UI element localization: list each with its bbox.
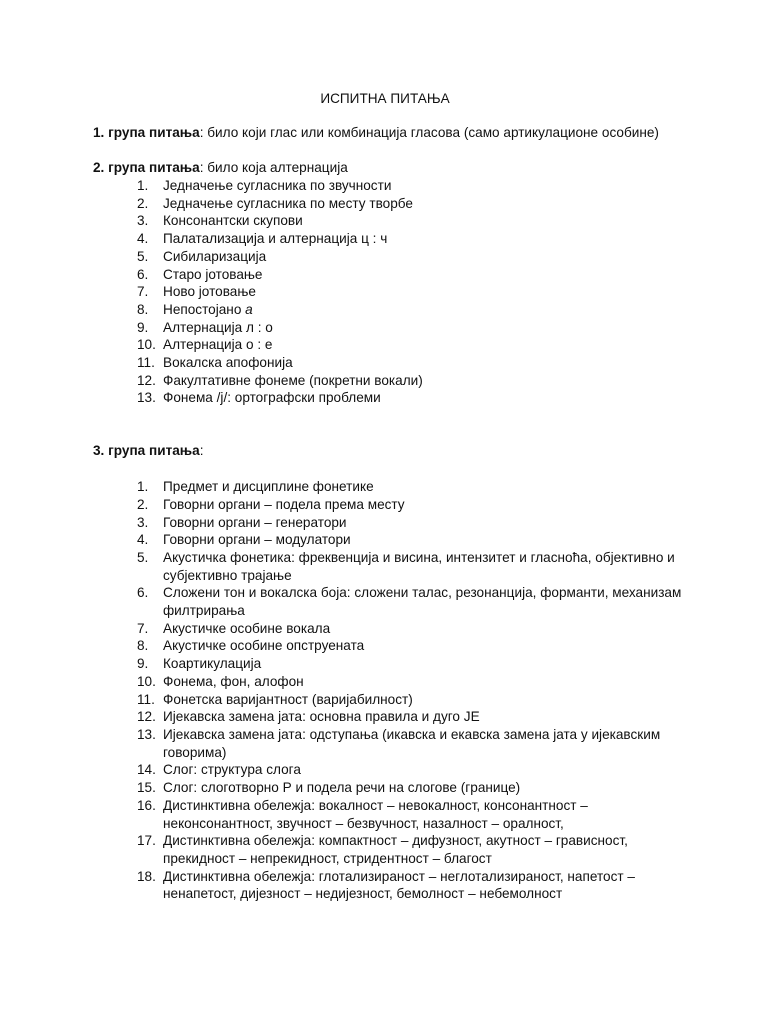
group-2-heading — [93, 159, 693, 177]
question-text: Сибиларизација — [163, 248, 267, 264]
question-text: Фонетска варијантност (варијабилност) — [163, 691, 413, 707]
question-item — [93, 336, 693, 354]
question-number: 7. — [137, 284, 149, 300]
question-text: Фонема, фон, алофон — [163, 673, 304, 689]
question-text: Сложени тон и вокалска боја: сложени талас, резонанција, форманти, механизам филтрирања — [163, 585, 682, 619]
question-item — [93, 691, 693, 709]
question-number: 15. — [137, 780, 156, 796]
question-number: 18. — [137, 868, 156, 884]
group-3-heading — [93, 442, 693, 460]
question-number: 11. — [137, 691, 155, 707]
question-item — [93, 212, 693, 230]
question-item — [93, 389, 693, 407]
question-item — [93, 478, 693, 496]
question-item — [93, 514, 693, 532]
question-item — [93, 761, 693, 779]
question-number: 11. — [137, 355, 155, 371]
question-text: Ново јотовање — [163, 284, 256, 300]
question-number: 10. — [137, 673, 156, 689]
question-text: Ијекавска замена јата: основна правила и дуго ЈЕ — [163, 709, 480, 725]
question-text: Вокалска апофонија — [163, 355, 293, 371]
question-item — [93, 549, 693, 584]
question-text: Старо јотовање — [163, 266, 263, 282]
question-text: Говорни органи – подела према месту — [163, 496, 405, 512]
question-item — [93, 637, 693, 655]
question-item — [93, 248, 693, 266]
document-title: ИСПИТНА ПИТАЊА — [320, 91, 450, 106]
question-number: 4. — [137, 231, 149, 247]
group-3-question-list — [93, 478, 693, 903]
group-3-label: 3. група питања — [93, 443, 200, 459]
question-number: 3. — [137, 213, 149, 229]
group-2-label: 2. група питања — [93, 160, 200, 175]
question-item — [93, 266, 693, 284]
question-item — [93, 177, 693, 195]
group-2-text: : било која алтернација — [199, 160, 348, 175]
group-1-label: 1. група питања — [93, 125, 200, 140]
question-item — [93, 195, 693, 213]
question-text: Дистинктивна обележја: компактност – дифузност, акутност – грависност, прекидност – непрекидност, стридентност – благост — [163, 833, 628, 866]
group-2-question-list — [93, 177, 693, 407]
question-text: Једначење сугласника по звучности — [163, 178, 392, 193]
question-text: Консонантски скупови — [163, 213, 303, 229]
question-item — [93, 496, 693, 514]
question-number: 5. — [137, 248, 149, 264]
question-number: 16. — [137, 797, 156, 813]
question-number: 6. — [137, 585, 149, 601]
question-number: 13. — [137, 390, 156, 406]
question-text: Палатализација и алтернација ц : ч — [163, 231, 388, 247]
question-item — [93, 283, 693, 301]
question-number: 2. — [137, 195, 149, 211]
question-text: Говорни органи – модулатори — [163, 532, 351, 548]
question-number: 2. — [137, 496, 149, 512]
question-item — [93, 832, 693, 867]
question-number: 8. — [137, 638, 149, 654]
question-number: 14. — [137, 762, 156, 778]
question-number: 9. — [137, 319, 149, 335]
question-number: 1. — [137, 178, 149, 193]
question-number: 8. — [137, 301, 149, 317]
question-text: Акустичка фонетика: фреквенција и висина, интензитет и гласноћа, објективно и субјективно трајање — [163, 549, 675, 583]
question-item — [93, 673, 693, 691]
question-text: Предмет и дисциплине фонетике — [163, 479, 374, 495]
question-item — [93, 584, 693, 619]
question-number: 1. — [137, 479, 149, 495]
question-item — [93, 655, 693, 673]
question-number: 12. — [137, 709, 156, 725]
group-3-text: : — [199, 443, 204, 459]
question-number: 4. — [137, 532, 149, 548]
question-text: Дистинктивна обележја: вокалност – невокалност, консонантност – неконсонантност, звучност – безвучност, назалност – оралност, — [163, 797, 588, 831]
question-item — [93, 708, 693, 726]
group-1-text: : било који глас или комбинација гласова (само артикулационе особине) — [199, 125, 659, 140]
question-item — [93, 531, 693, 549]
question-number: 9. — [137, 656, 149, 672]
question-item — [93, 319, 693, 337]
question-item — [93, 301, 693, 319]
question-number: 3. — [137, 514, 149, 530]
question-item — [93, 726, 693, 761]
question-text: Непостојано а — [163, 301, 253, 317]
question-item — [93, 779, 693, 797]
question-text: Ијекавска замена јата: одступања (икавска и екавска замена јата у ијекавским говорима) — [163, 726, 661, 760]
question-text: Слог: структура слога — [163, 762, 301, 778]
question-text: Акустичке особине опструената — [163, 638, 365, 654]
question-text: Дистинктивна обележја: глотализираност – неглотализираност, напетост – ненапетост, дијезност – недијезност, бемолност – небемолност — [163, 868, 635, 902]
question-number: 13. — [137, 726, 156, 742]
question-number: 10. — [137, 337, 156, 353]
question-item — [93, 372, 693, 390]
question-text: Алтернација о : е — [163, 337, 273, 353]
question-number: 6. — [137, 266, 149, 282]
group-1-heading — [93, 124, 693, 142]
question-item — [93, 868, 693, 903]
question-text: Говорни органи – генератори — [163, 514, 347, 530]
question-number: 7. — [137, 620, 149, 636]
question-text: Факултативне фонеме (покретни вокали) — [163, 372, 423, 388]
question-number: 12. — [137, 372, 156, 388]
question-text: Акустичке особине вокала — [163, 620, 331, 636]
question-item — [93, 797, 693, 832]
italic-letter: а — [245, 301, 253, 317]
question-item — [93, 230, 693, 248]
document-page — [93, 90, 693, 903]
question-text: Слог: слоготворно Р и подела речи на слогове (границе) — [163, 780, 521, 796]
question-number: 17. — [137, 833, 156, 849]
question-text: Коартикулација — [163, 656, 262, 672]
question-item — [93, 354, 693, 372]
question-text: Једначење сугласника по месту творбе — [163, 195, 413, 211]
question-item — [93, 620, 693, 638]
question-number: 5. — [137, 549, 149, 565]
question-text: Алтернација л : о — [163, 319, 273, 335]
question-text: Фонема /ј/: ортографски проблеми — [163, 390, 381, 406]
